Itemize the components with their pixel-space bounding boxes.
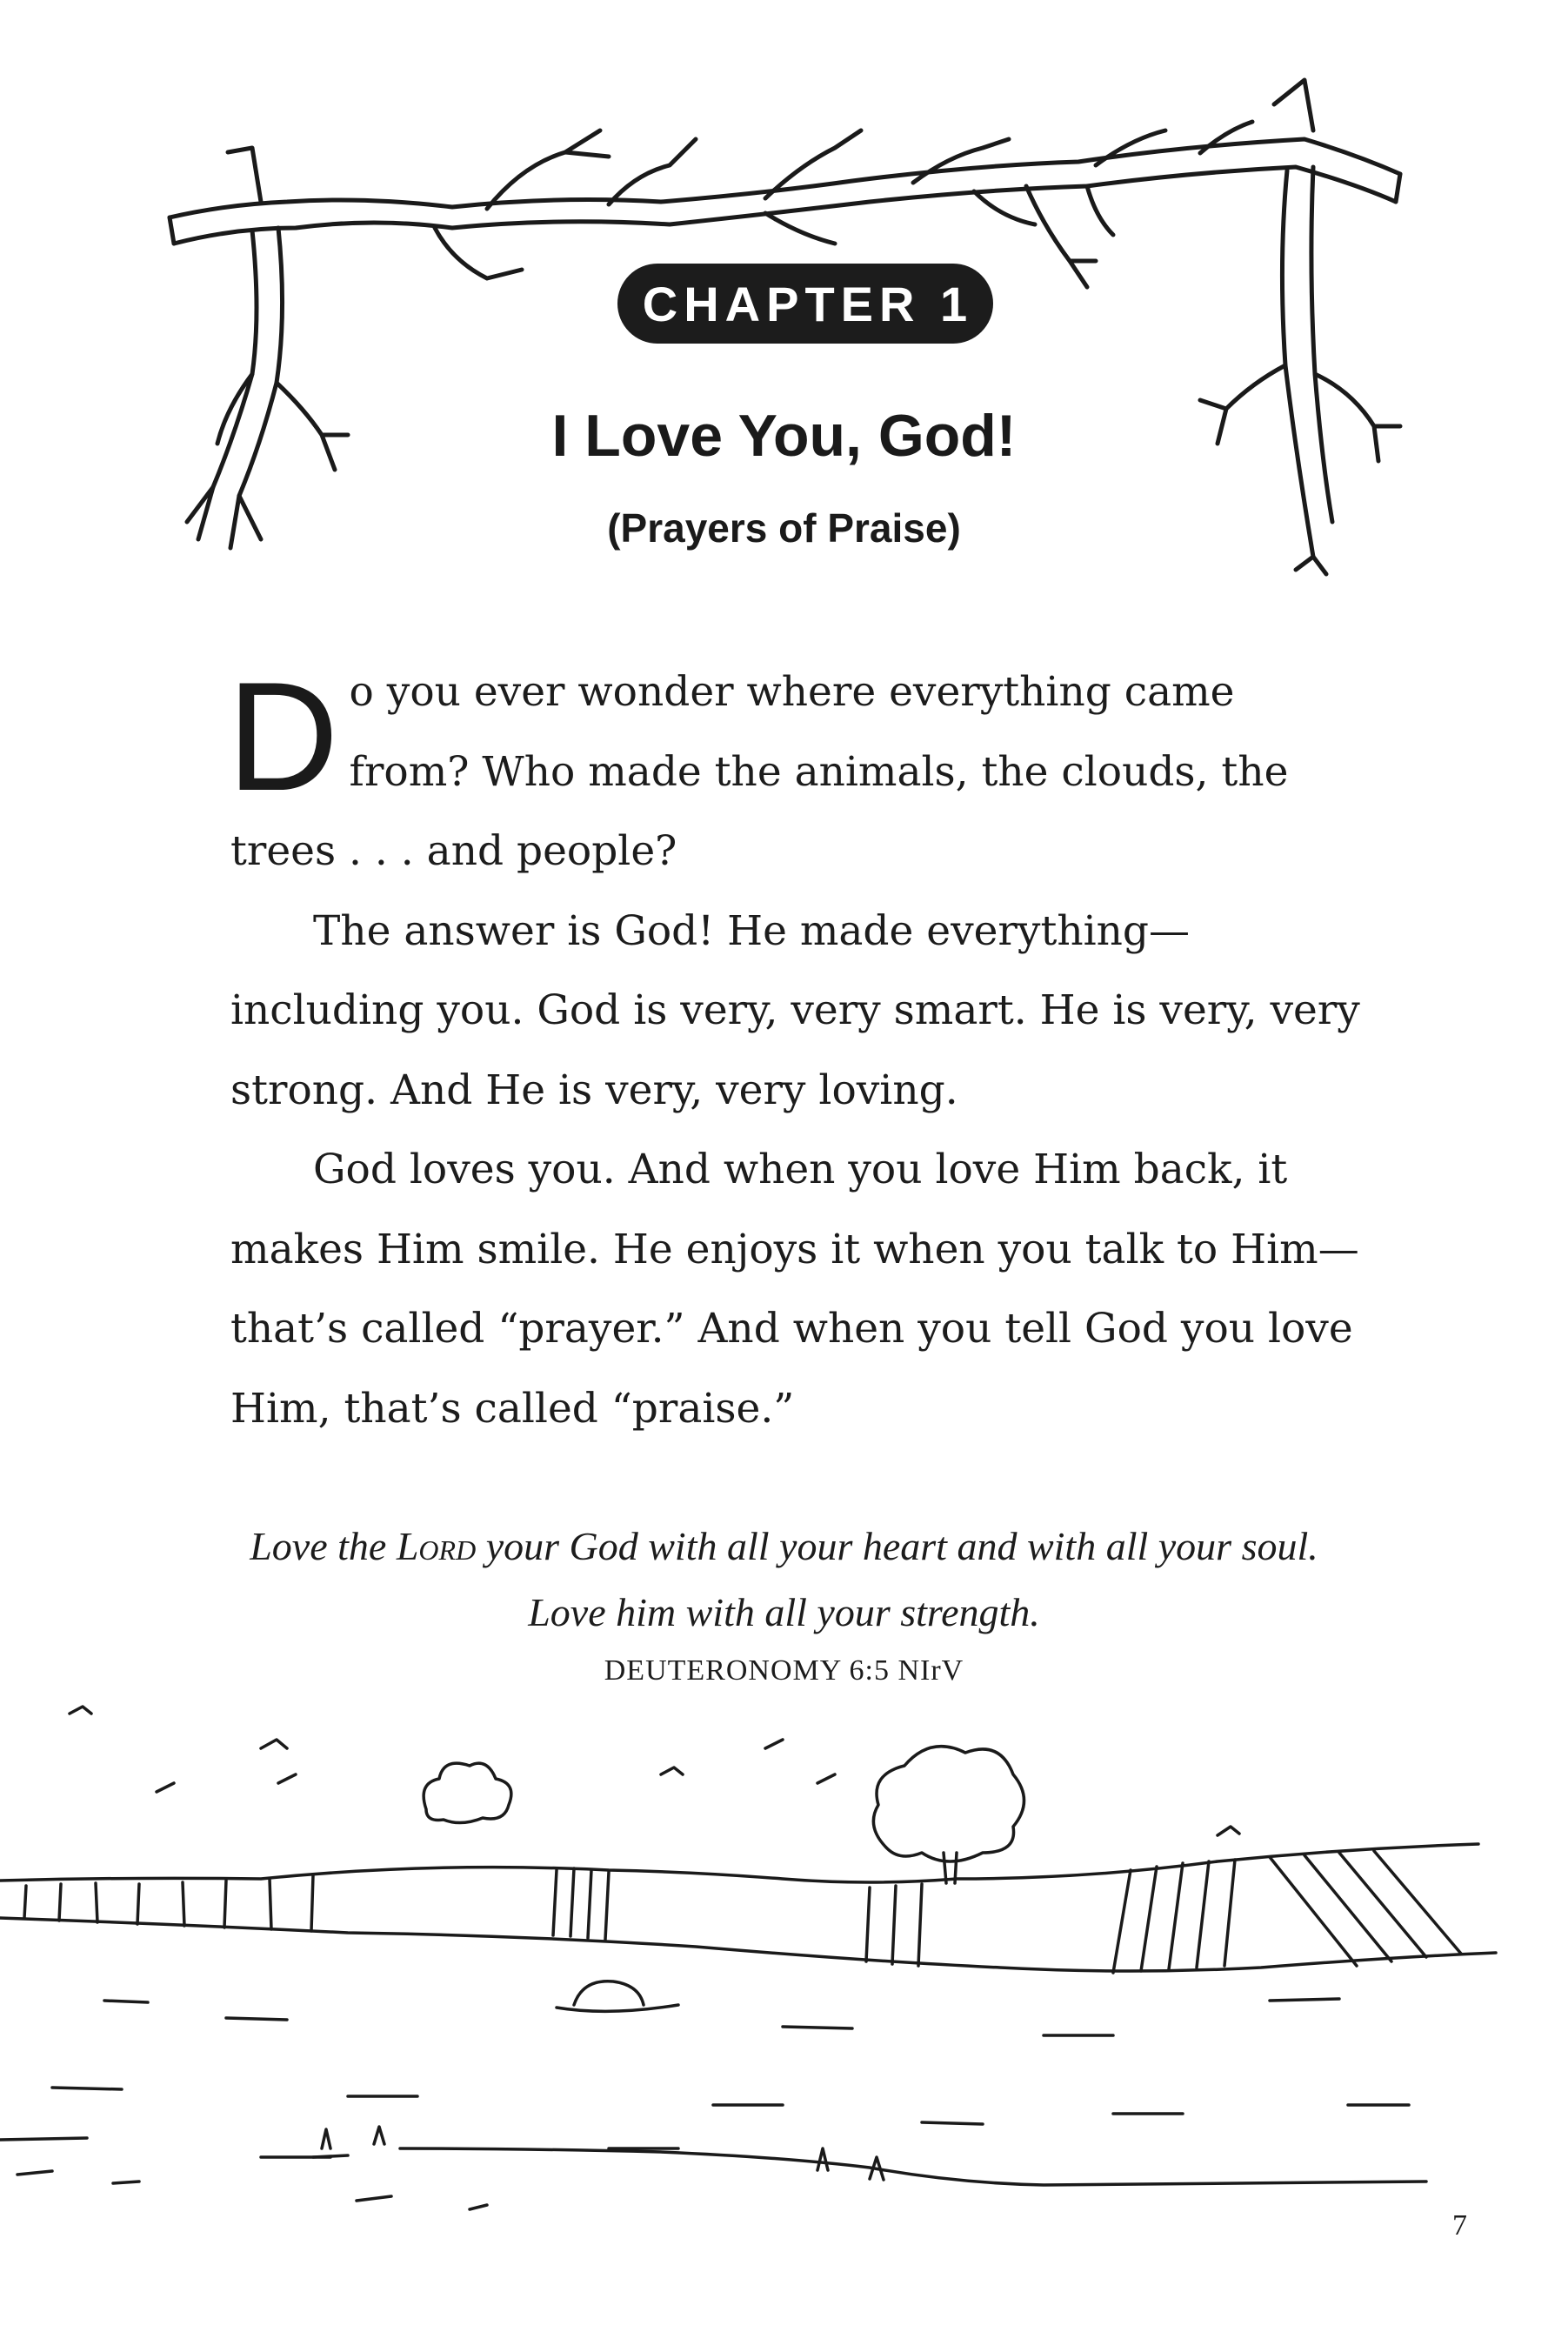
- paragraph-1: [227, 650, 1361, 892]
- chapter-title: I Love You, God!: [551, 403, 1017, 469]
- verse-line-1-start: Love the: [250, 1524, 397, 1568]
- page-number: 7: [1452, 2209, 1467, 2242]
- drop-cap: D: [227, 650, 339, 823]
- paragraph-2: The answer is God! He made everything—including you. God is very, very smart. He is very, very strong. And He is very, very loving.: [230, 906, 1360, 1114]
- chapter-subtitle: (Prayers of Praise): [607, 505, 961, 551]
- body-text: [227, 650, 1361, 1448]
- verse-line-2: Love him with all your strength.: [528, 1590, 1040, 1634]
- verse-line-1-end: your God with all your heart and with all your soul.: [476, 1524, 1318, 1568]
- paragraph-3: God loves you. And when you love Him back, it makes Him smile. He enjoys it when you talk to Him—that’s called “prayer.” And when you tell God you love Him, that’s called “praise.”: [230, 1146, 1359, 1433]
- verse-reference: DEUTERONOMY 6:5 NIrV: [604, 1654, 964, 1687]
- paragraph-1-text: o you ever wonder where everything came from? Who made the animals, the clouds, the trees . . . and people?: [230, 668, 1289, 875]
- verse-lord: Lord: [396, 1524, 477, 1568]
- chapter-label: CHAPTER 1: [617, 264, 993, 344]
- verse-line-1: [0, 1513, 1568, 1580]
- scripture-verse: [0, 1513, 1568, 1646]
